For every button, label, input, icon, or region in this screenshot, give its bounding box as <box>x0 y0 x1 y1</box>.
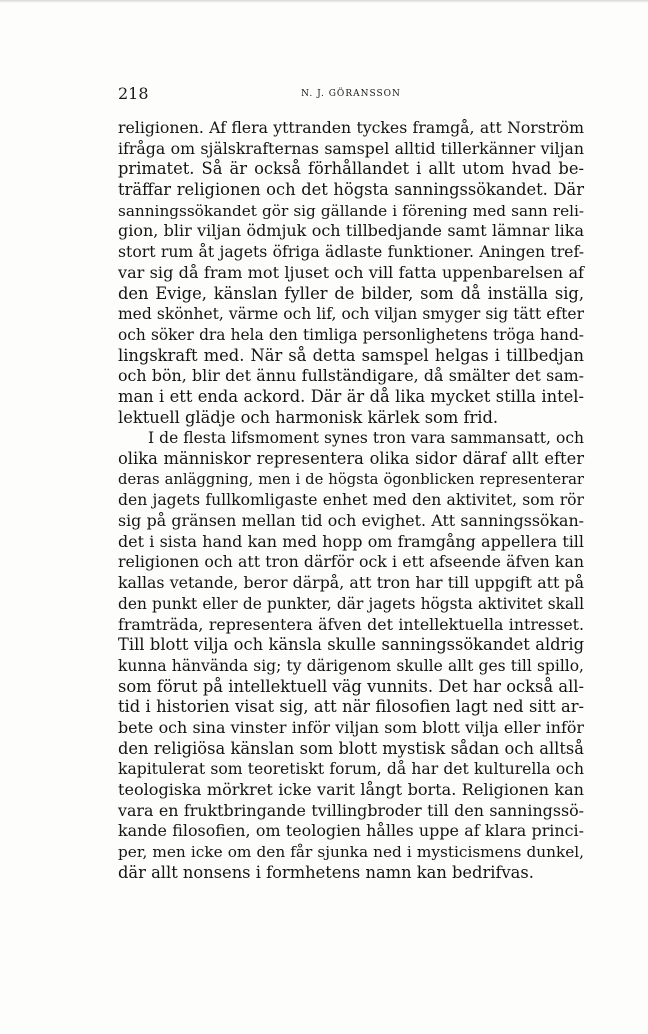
text-line: vara en fruktbringande tvillingbroder till den sanningssö- <box>118 800 584 820</box>
text-line: det i sista hand kan med hopp om framgång appellera till <box>118 531 584 551</box>
text-line: bete och sina vinster inför viljan som blott vilja eller inför <box>118 717 584 737</box>
text-line: Till blott vilja och känsla skulle sanningssökandet aldrig <box>118 635 584 655</box>
text-line: med skönhet, värme och lif, och viljan smyger sig tätt efter <box>118 305 584 324</box>
text-line: den punkt eller de punkter, där jagets högsta aktivitet skall <box>118 594 584 613</box>
text-line: tid i historien visat sig, att när filosofien lagt ned sitt ar- <box>118 697 584 717</box>
text-line: primatet. Så är också förhållandet i allt utom hvad be- <box>118 159 584 179</box>
text-line: kallas vetande, beror därpå, att tron har till uppgift att på <box>118 573 584 593</box>
text-line: lingskraft med. När så detta samspel helgas i tillbedjan <box>118 345 584 365</box>
text-line: sig på gränsen mellan tid och evighet. Att sanningssökan- <box>118 511 584 531</box>
text-line: som förut på intellektuell väg vunnits. Det har också all- <box>118 676 584 696</box>
scan-edge <box>0 0 648 3</box>
text-line: den Evige, känslan fyller de bilder, som då inställa sig, <box>118 283 584 303</box>
text-line: den jagets fullkomligaste enhet med den aktivitet, som rör <box>118 491 584 510</box>
text-line: religionen. Af flera yttranden tyckes framgå, att Norström <box>118 118 584 137</box>
text-line: per, men icke om den får sjunka ned i mysticismens dunkel, <box>118 843 584 862</box>
text-line: religionen och att tron därför ock i ett afseende äfven kan <box>118 552 584 572</box>
text-line: och bön, blir det ännu fullständigare, då smälter det sam- <box>118 366 584 386</box>
text-line: olika människor representera olika sidor däraf allt efter <box>118 449 584 468</box>
text-line: och söker dra hela den timliga personlighetens tröga hand- <box>118 325 584 344</box>
text-line: sanningssökandet gör sig gällande i förening med sann reli- <box>118 201 584 220</box>
text-line: träffar religionen och det högsta sanningssökandet. Där <box>118 180 584 200</box>
page-number: 218 <box>118 84 149 103</box>
running-head: N. J. GÖRANSSON <box>301 89 401 99</box>
text-line: kande filosofien, om teologien hålles uppe af klara princi- <box>118 821 584 841</box>
paragraph-start-line: I de flesta lifsmoment synes tron vara sammansatt, och <box>148 429 584 448</box>
text-line: stort rum åt jagets öfriga ädlaste funktioner. Aningen tref- <box>118 242 584 262</box>
paragraph-end-line: där allt nonsens i formhetens namn kan bedrifvas. <box>118 862 534 882</box>
text-line: man i ett enda ackord. Där är då lika mycket stilla intel- <box>118 386 584 406</box>
paragraph-end-line: lektuell glädje och harmonisk kärlek som frid. <box>118 407 499 427</box>
text-line: gion, blir viljan ödmjuk och tillbedjande samt lämnar lika <box>118 221 584 241</box>
text-line: var sig då fram mot ljuset och vill fatta uppenbarelsen af <box>118 262 584 282</box>
text-line: kapitulerat som teoretiskt forum, då har det kulturella och <box>118 760 584 779</box>
body-text <box>118 118 584 883</box>
text-line: framträda, representera äfven det intellektuella intresset. <box>118 614 584 634</box>
text-line: kunna hänvända sig; ty därigenom skulle allt ges till spillo, <box>118 656 584 675</box>
text-line: teologiska mörkret icke varit långt borta. Religionen kan <box>118 780 584 799</box>
page-header <box>118 84 584 106</box>
text-line: den religiösa känslan som blott mystisk sådan och alltså <box>118 738 584 758</box>
text-line: ifråga om själskrafternas samspel alltid tillerkänner viljan <box>118 138 584 158</box>
text-line: deras anläggning, men i de högsta ögonblicken representerar <box>118 470 584 488</box>
